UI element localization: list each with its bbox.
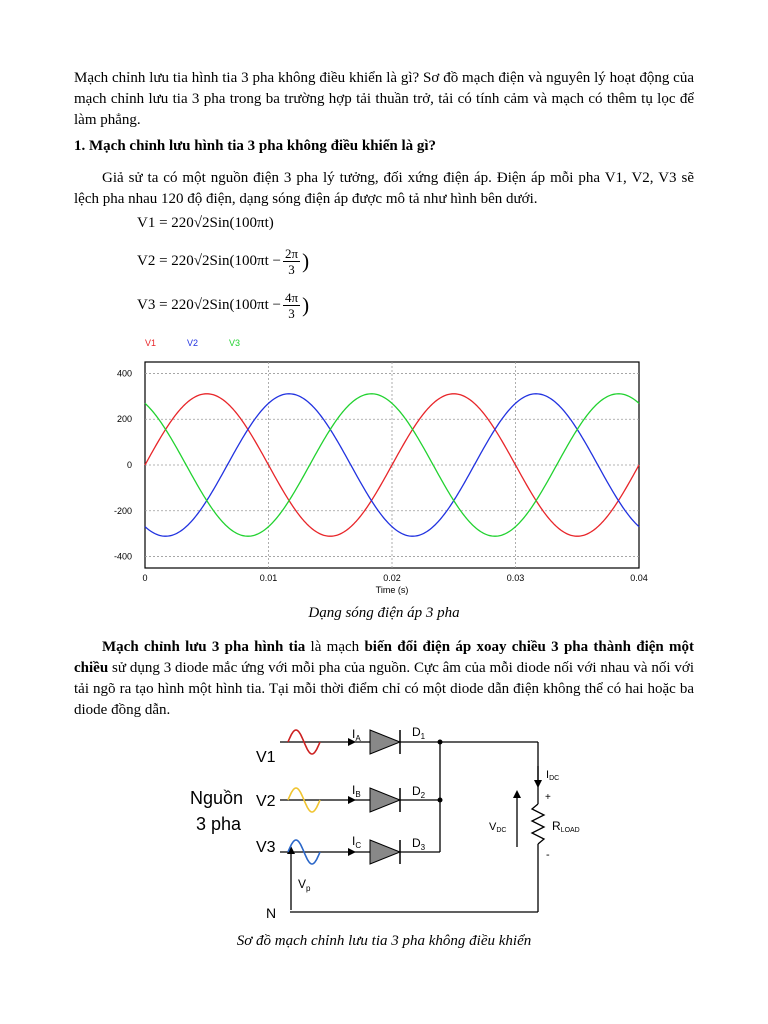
equation-v3-fraction [283, 290, 300, 321]
y-tick-label: 0 [126, 460, 132, 470]
y-tick-label: -400 [113, 551, 132, 562]
label-vp: $V_p$ [298, 877, 311, 893]
label-plus: + [545, 792, 551, 803]
equation-v2-text: V2 = 220√2Sin(100πt − [137, 253, 281, 269]
x-tick-label: 0.02 [383, 573, 401, 583]
diode-d3-symbol [370, 840, 400, 864]
label-v2: V2 [256, 793, 276, 810]
equation-v3-close-paren: ) [302, 293, 310, 317]
idc-arrowhead-icon [534, 780, 542, 788]
x-tick-label: 0.04 [630, 573, 648, 583]
diode-d2-symbol [370, 788, 400, 812]
label-v3: V3 [256, 839, 276, 856]
label-idc: IDC [546, 769, 560, 782]
label-vdc: VDC [489, 821, 507, 834]
junction-dot-top [438, 740, 443, 745]
bold-rectifier-term: Mạch chỉnh lưu 3 pha hình tia [102, 639, 306, 655]
equation-v3-text: V3 = 220√2Sin(100πt − [137, 297, 281, 313]
label-d2: $D_2$ [412, 784, 426, 800]
label-minus: - [546, 849, 550, 861]
equation-v2-denominator: 3 [288, 262, 295, 277]
equation-v2-fraction [283, 246, 300, 277]
y-tick-label: -200 [113, 505, 132, 516]
chart-caption: Dạng sóng điện áp 3 pha [308, 605, 460, 621]
equation-v3-denominator: 3 [288, 306, 295, 321]
legend-entry-v3: V3 [229, 338, 241, 348]
junction-dot-middle [438, 798, 443, 803]
paragraph-rectifier-definition [74, 637, 694, 721]
equation-v3 [137, 290, 309, 321]
equation-v1 [137, 215, 274, 232]
source-label-line-2: 3 pha [196, 814, 242, 834]
equation-v3-numerator: 4π [284, 290, 299, 305]
x-axis-label: Time (s) [375, 585, 409, 595]
vdc-arrowhead-icon [513, 790, 521, 798]
label-neutral: N [266, 905, 277, 921]
label-v1: V1 [256, 749, 276, 766]
legend-entry-v1: V1 [145, 338, 157, 348]
label-d1: $D_1$ [412, 725, 426, 741]
section-heading: 1. Mạch chỉnh lưu hình tia 3 pha không điều khiển là gì? [74, 138, 437, 154]
label-ia: $I_A$ [352, 727, 361, 743]
equation-v2 [137, 246, 309, 277]
circuit-caption: Sơ đồ mạch chỉnh lưu tia 3 pha không điều khiển [236, 933, 532, 949]
equation-v2-close-paren: ) [302, 249, 310, 273]
source-label-line-1: Nguồn [190, 788, 244, 808]
rectifier-circuit-diagram [180, 722, 600, 922]
equation-v2-numerator: 2π [284, 246, 299, 261]
y-tick-label: 200 [116, 414, 132, 425]
label-rload: RLOAD [552, 819, 580, 834]
text-segment-1: là mạch [305, 639, 365, 655]
equation-v1-text: V1 = 220√2Sin(100πt) [137, 215, 274, 231]
x-tick-label: 0.01 [259, 573, 278, 583]
label-ic: $I_C$ [352, 834, 362, 850]
label-ib: $I_B$ [352, 783, 361, 799]
x-tick-label: 0.03 [506, 573, 525, 583]
label-d3: $D_3$ [412, 836, 426, 852]
bold-conversion-term: biến đổi điện áp xoay chiều 3 pha thành điện một chiều [74, 639, 695, 676]
legend-entry-v2: V2 [187, 338, 199, 348]
diode-d1-symbol [370, 730, 400, 754]
paragraph-three-phase-source: Giả sử ta có một nguồn điện 3 pha lý tưởng, đối xứng điện áp. Điện áp mỗi pha V1, V2, V3 sẽ lệch pha nhau 120 độ điện, dạng sóng điện áp được mô tả như hình bên dưới. [74, 170, 694, 207]
three-phase-waveform-chart [90, 332, 660, 598]
intro-paragraph: Mạch chỉnh lưu tia hình tia 3 pha không điều khiển là gì? Sơ đồ mạch điện và nguyên lý hoạt động của mạch chỉnh lưu tia 3 pha trong ba trường hợp tải thuần trở, tải có tính cảm và mạch có thêm tụ lọc để làm phẳng. [74, 70, 694, 128]
load-resistor-symbol [532, 804, 544, 844]
text-segment-2: sử dụng 3 diode mắc ứng với mỗi pha của nguồn. Cực âm của mỗi diode nối với nhau và nối với tải ngõ ra tạo hình một hình tia. Tại mỗi thời điểm chỉ có một diode dẫn điện không thể có hai hoặc ba diode đồng dẫn. [74, 660, 694, 718]
y-tick-label: 400 [116, 368, 132, 379]
x-tick-label: 0 [142, 573, 148, 583]
